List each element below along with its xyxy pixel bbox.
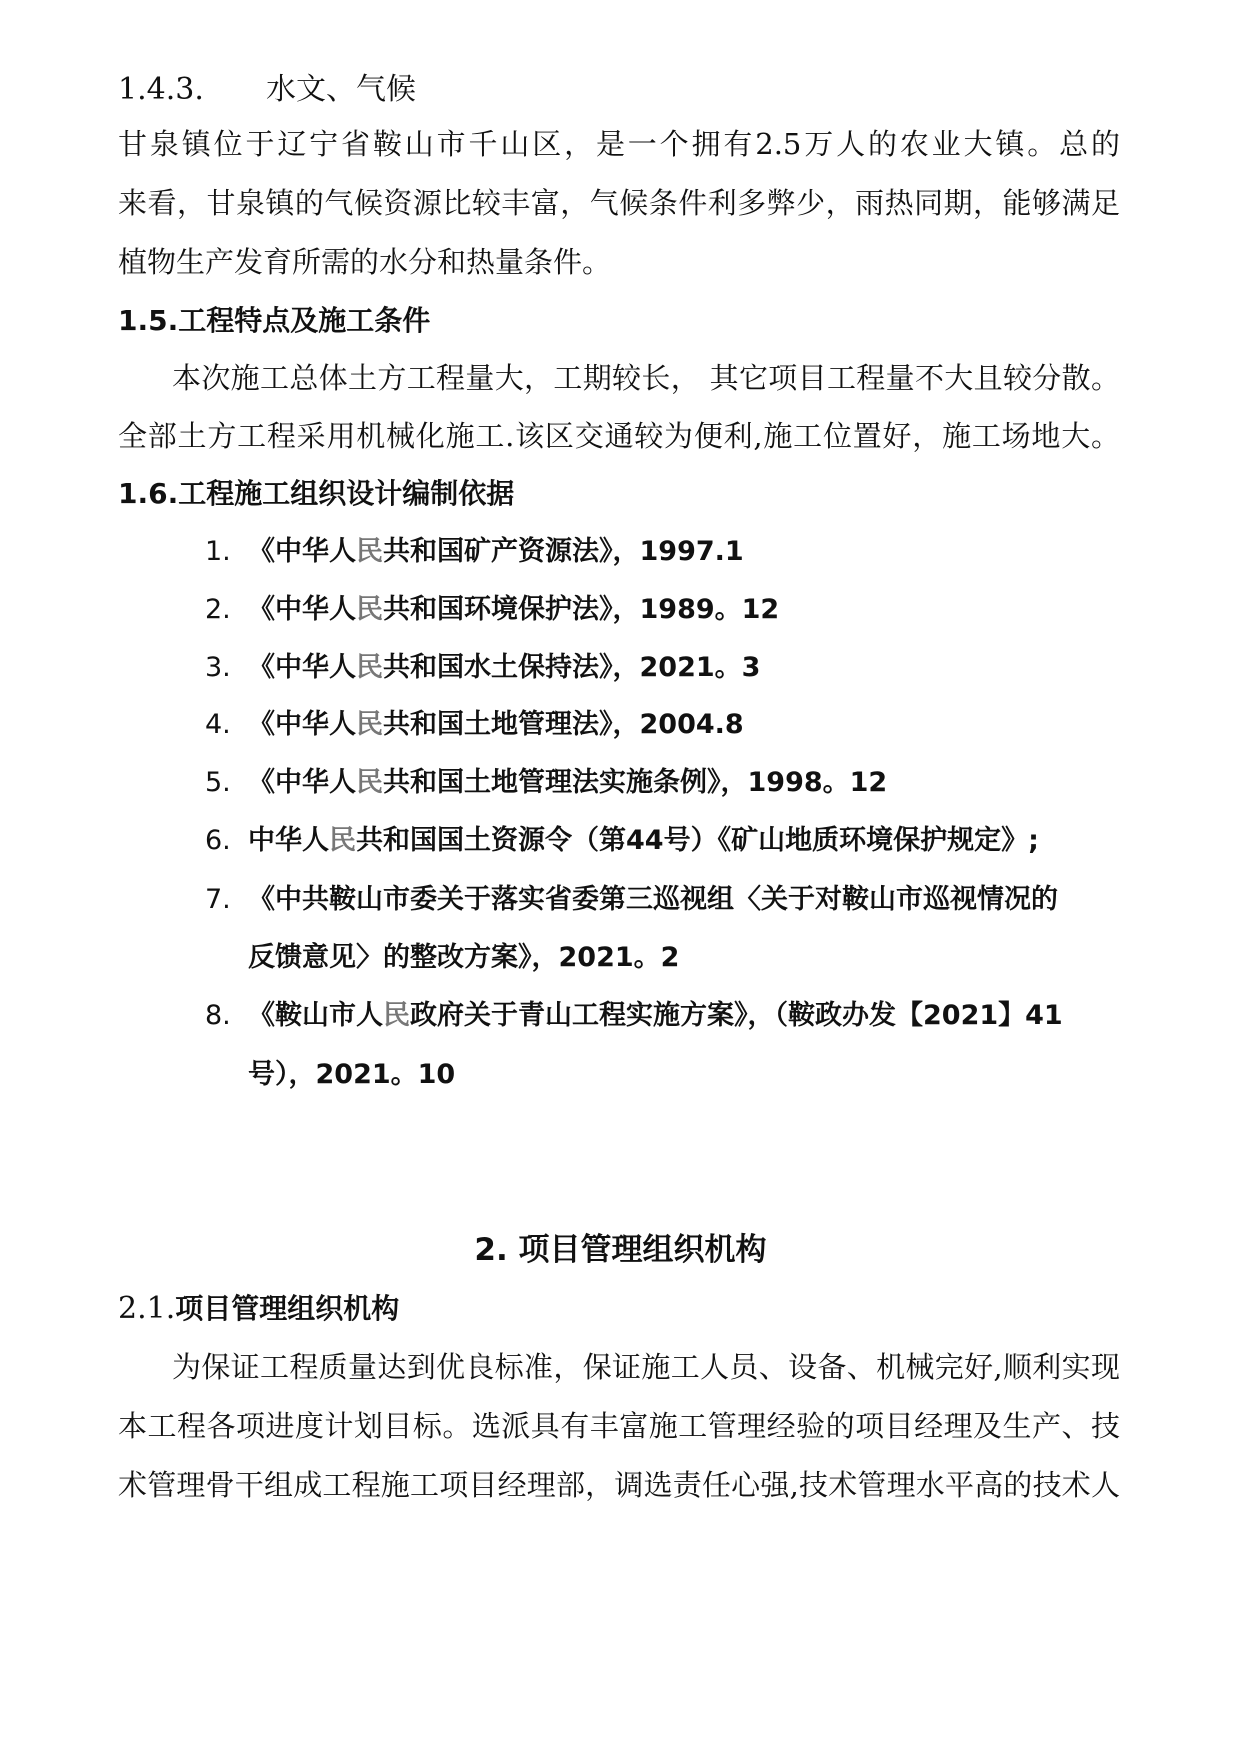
paragraph-line: 本次施工总体土方工程量大，工期较长， 其它项目工程量不大且较分散。 [172,361,1120,395]
section-title: 项目管理组织机构 [175,1292,400,1325]
list-text: 《中华人民共和国矿产资源法》，1997.1 [248,536,744,567]
paragraph-line: 为保证工程质量达到优良标准，保证施工人员、设备、机械完好,顺利实现 [172,1350,1120,1384]
list-number: 5. [205,767,231,798]
paragraph-line: 植物生产发育所需的水分和热量条件。 [118,245,612,279]
list-number: 8. [205,1000,231,1031]
list-text: 《中华人民共和国土地管理法实施条例》，1998。12 [248,767,888,798]
list-text-continuation: 号），2021。10 [248,1059,456,1090]
paragraph-line: 全部土方工程采用机械化施工.该区交通较为便利,施工位置好，施工场地大。 [118,419,1120,453]
section-title: 水文、气候 [266,72,416,107]
section-1-4-3-heading [118,70,416,110]
section-2-1-heading [118,1289,399,1329]
list-text: 《中华人民共和国土地管理法》，2004.8 [248,709,744,740]
list-number: 3. [205,652,231,683]
section-1-5-heading: 1.5.工程特点及施工条件 [118,304,431,337]
list-number: 6. [205,825,231,856]
list-number: 1. [205,536,231,567]
list-text: 《中华人民共和国水土保持法》，2021。3 [248,652,761,683]
section-number: 2.1. [118,1291,176,1326]
list-text-continuation: 反馈意见〉的整改方案》，2021。2 [248,942,680,973]
section-number: 1.4.3. [118,72,204,107]
paragraph-line: 术管理骨干组成工程施工项目经理部，调选责任心强,技术管理水平高的技术人 [118,1468,1120,1502]
list-text: 《中华人民共和国环境保护法》，1989。12 [248,594,780,625]
section-1-6-heading: 1.6.工程施工组织设计编制依据 [118,477,515,510]
list-text: 中华人民共和国国土资源令（第44号）《矿山地质环境保护规定》; [248,825,1039,856]
list-text: 《鞍山市人民政府关于青山工程实施方案》，（鞍政办发【2021】41 [248,1000,1063,1031]
paragraph-line: 甘泉镇位于辽宁省鞍山市千山区，是一个拥有2.5万人的农业大镇。总的 [118,127,1120,161]
list-number: 7. [205,884,231,915]
list-text: 《中共鞍山市委关于落实省委第三巡视组〈关于对鞍山市巡视情况的 [248,884,1058,915]
paragraph-line: 本工程各项进度计划目标。选派具有丰富施工管理经验的项目经理及生产、技 [118,1409,1120,1443]
list-number: 4. [205,709,231,740]
list-number: 2. [205,594,231,625]
chapter-2-title: 2. 项目管理组织机构 [474,1232,767,1268]
paragraph-line: 来看，甘泉镇的气候资源比较丰富，气候条件利多弊少，雨热同期，能够满足 [118,186,1120,220]
